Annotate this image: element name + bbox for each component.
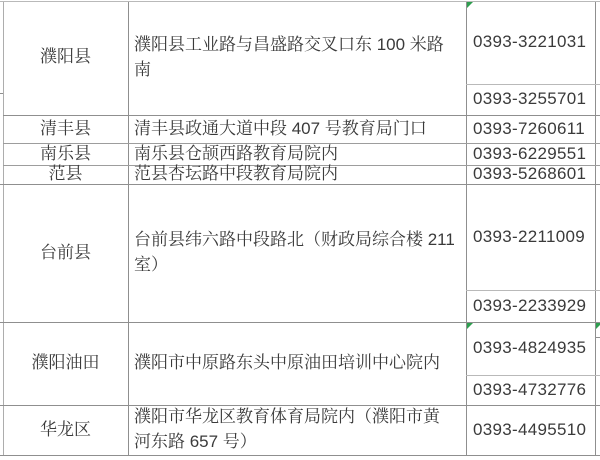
gridline-col-right <box>595 1 596 455</box>
gridline-row-bottom <box>0 455 600 456</box>
phone-cell: 0393-3255701 <box>473 89 587 109</box>
county-cell: 濮阳油田 <box>31 353 100 373</box>
phone-cell: 0393-2233929 <box>473 295 587 315</box>
gridline-right-tick <box>595 337 600 338</box>
address-cell: 濮阳市华龙区教育体育局院内（濮阳市黄河东路 657 号） <box>134 407 440 451</box>
address-cell: 濮阳市中原路东头中原油田培训中心院内 <box>134 353 440 373</box>
address-cell: 台前县纬六路中段路北（财政局综合楼 211 室） <box>134 230 455 274</box>
phone-cell: 0393-6229551 <box>473 143 587 163</box>
phone-cell: 0393-4495510 <box>473 419 587 439</box>
address-cell: 濮阳县工业路与昌盛路交叉口东 100 米路南 <box>134 34 444 79</box>
phone-cell: 0393-4732776 <box>473 379 587 399</box>
address-cell: 清丰县政通大道中段 407 号教育局门口 <box>134 118 427 138</box>
county-cell: 清丰县 <box>40 118 91 138</box>
county-cell: 濮阳县 <box>40 47 91 67</box>
county-cell: 范县 <box>48 164 83 184</box>
county-cell: 南乐县 <box>40 143 91 163</box>
phone-cell: 0393-5268601 <box>473 164 587 184</box>
phone-cell: 0393-3221031 <box>473 31 587 51</box>
address-cell: 范县杏坛路中段教育局院内 <box>134 164 338 184</box>
county-cell: 台前县 <box>40 242 91 262</box>
address-cell: 南乐县仓颉西路教育局院内 <box>134 143 338 163</box>
phone-cell: 0393-7260611 <box>473 118 585 138</box>
error-indicator-icon <box>467 323 473 329</box>
county-cell: 华龙区 <box>40 419 91 439</box>
phone-cell: 0393-4824935 <box>473 338 587 358</box>
error-indicator-icon <box>596 323 600 329</box>
error-indicator-icon <box>467 2 473 8</box>
phone-cell: 0393-2211009 <box>473 226 585 246</box>
